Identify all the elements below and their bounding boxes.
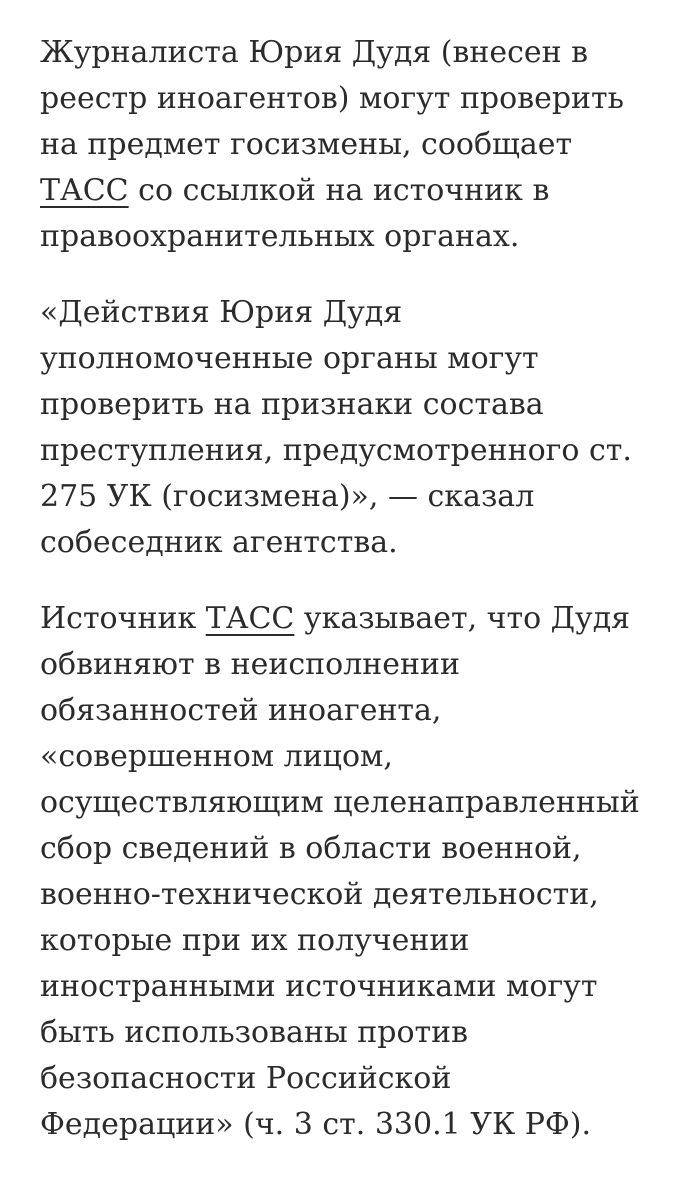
paragraph-line: «Действия Юрия Дудя <box>40 295 403 330</box>
paragraph-line: уполномоченные органы могут <box>40 341 539 376</box>
paragraph-line <box>40 596 680 642</box>
paragraph-line: преступления, предусмотренного ст. <box>40 433 632 468</box>
paragraph-line-text: указывает, что Дудя <box>294 601 631 636</box>
paragraph-line: которые при их получении <box>40 923 470 958</box>
paragraph-line: иностранными источниками могут <box>40 969 598 1004</box>
paragraph-line-text: со ссылкой на источник в <box>128 173 550 208</box>
paragraph-line: Федерации» (ч. 3 ст. 330.1 УК РФ). <box>40 1107 592 1142</box>
paragraph-line: на предмет госизмены, сообщает <box>40 127 573 162</box>
paragraph-line: проверить на признаки состава <box>40 387 544 422</box>
paragraph-line: безопасности Российской <box>40 1061 452 1096</box>
paragraph-line <box>40 168 680 214</box>
paragraph-line: реестр иноагентов) могут проверить <box>40 81 624 116</box>
paragraph-line: собеседник агентства. <box>40 525 398 560</box>
paragraph-line: военно-технической деятельности, <box>40 877 599 912</box>
article-body <box>40 30 680 1148</box>
paragraph-3 <box>40 596 680 1148</box>
paragraph-line: осуществляющим целенаправленный <box>40 785 640 820</box>
paragraph-line: «совершенном лицом, <box>40 739 393 774</box>
paragraph-line: Журналиста Юрия Дудя (внесен в <box>40 35 589 70</box>
paragraph-line: 275 УК (госизмена)», — сказал <box>40 479 535 514</box>
paragraph-line: правоохранительных органах. <box>40 219 520 254</box>
paragraph-line: быть использованы против <box>40 1015 468 1050</box>
paragraph-1 <box>40 30 680 260</box>
paragraph-line: обвиняют в неисполнении <box>40 647 460 682</box>
paragraph-spacer <box>40 260 680 290</box>
tass-link[interactable]: ТАСС <box>40 173 129 208</box>
paragraph-line-text: Источник <box>40 601 206 636</box>
paragraph-2 <box>40 290 680 566</box>
paragraph-spacer <box>40 566 680 596</box>
paragraph-line: обязанностей иноагента, <box>40 693 442 728</box>
paragraph-line: сбор сведений в области военной, <box>40 831 582 866</box>
tass-link[interactable]: ТАСС <box>205 601 295 636</box>
